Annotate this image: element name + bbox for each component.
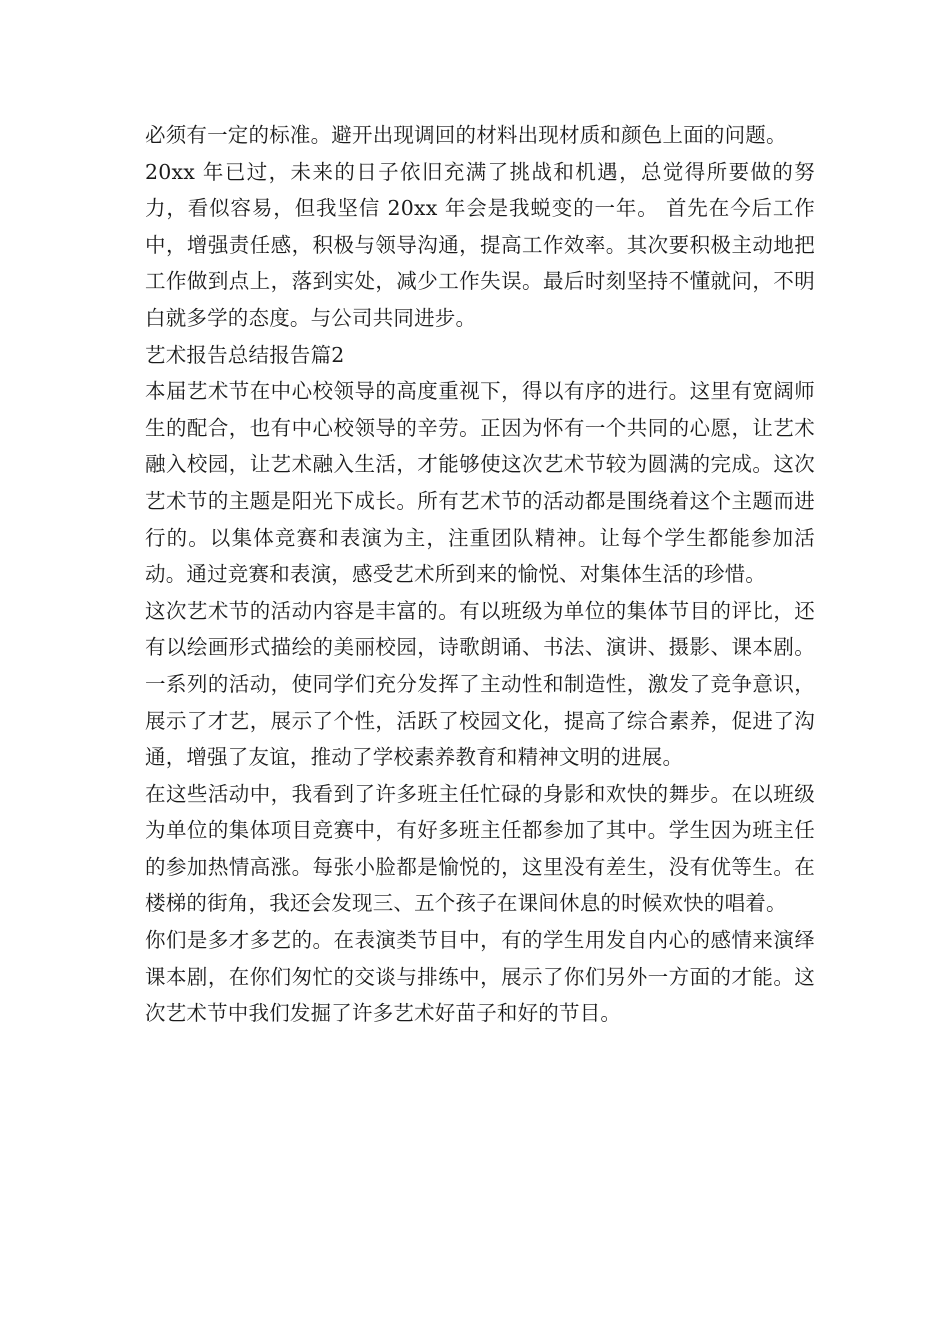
section-heading: 艺术报告总结报告篇2 <box>145 342 345 367</box>
paragraph: 这次艺术节的活动内容是丰富的。有以班级为单位的集体节目的评比，还有以绘画形式描绘的美丽校园，诗歌朗诵、书法、演讲、摄影、课本剧。一系列的活动，使同学们充分发挥了主动性和制造性，激发了竞争意识，展示了才艺，展示了个性，活跃了校园文化，提高了综合素养，促进了沟通，增强了友谊，推动了学校素养教育和精神文明的进展。 <box>145 598 815 770</box>
paragraph: 必须有一定的标准。避开出现调回的材料出现材质和颜色上面的问题。 <box>145 123 787 147</box>
paragraph: 你们是多才多艺的。在表演类节目中，有的学生用发自内心的感情来演绎课本剧，在你们匆忙的交谈与排练中，展示了你们另外一方面的才能。这次艺术节中我们发掘了许多艺术好苗子和好的节目。 <box>145 928 815 1026</box>
document-body <box>145 117 815 1032</box>
paragraph: 20xx 年已过，未来的日子依旧充满了挑战和机遇，总觉得所要做的努力，看似容易，但我坚信 20xx 年会是我蜕变的一年。 首先在今后工作中，增强责任感，积极与领导沟通，提高工作效率。其次要积极主动地把工作做到点上，落到实处，减少工作失误。最后时刻坚持不懂就问，不明白就多学的态度。与公司共同进步。 <box>145 159 815 330</box>
paragraph: 在这些活动中，我看到了许多班主任忙碌的身影和欢快的舞步。在以班级为单位的集体项目竞赛中，有好多班主任都参加了其中。学生因为班主任的参加热情高涨。每张小脸都是愉悦的，这里没有差生，没有优等生。在楼梯的街角，我还会发现三、五个孩子在课间休息的时候欢快的唱着。 <box>145 781 815 916</box>
paragraph: 本届艺术节在中心校领导的高度重视下，得以有序的进行。这里有宽阔师生的配合，也有中心校领导的辛劳。正因为怀有一个共同的心愿，让艺术融入校园，让艺术融入生活，才能够使这次艺术节较为圆满的完成。这次艺术节的主题是阳光下成长。所有艺术节的活动都是围绕着这个主题而进行的。以集体竞赛和表演为主，注重团队精神。让每个学生都能参加活动。通过竞赛和表演，感受艺术所到来的愉悦、对集体生活的珍惜。 <box>145 379 815 587</box>
